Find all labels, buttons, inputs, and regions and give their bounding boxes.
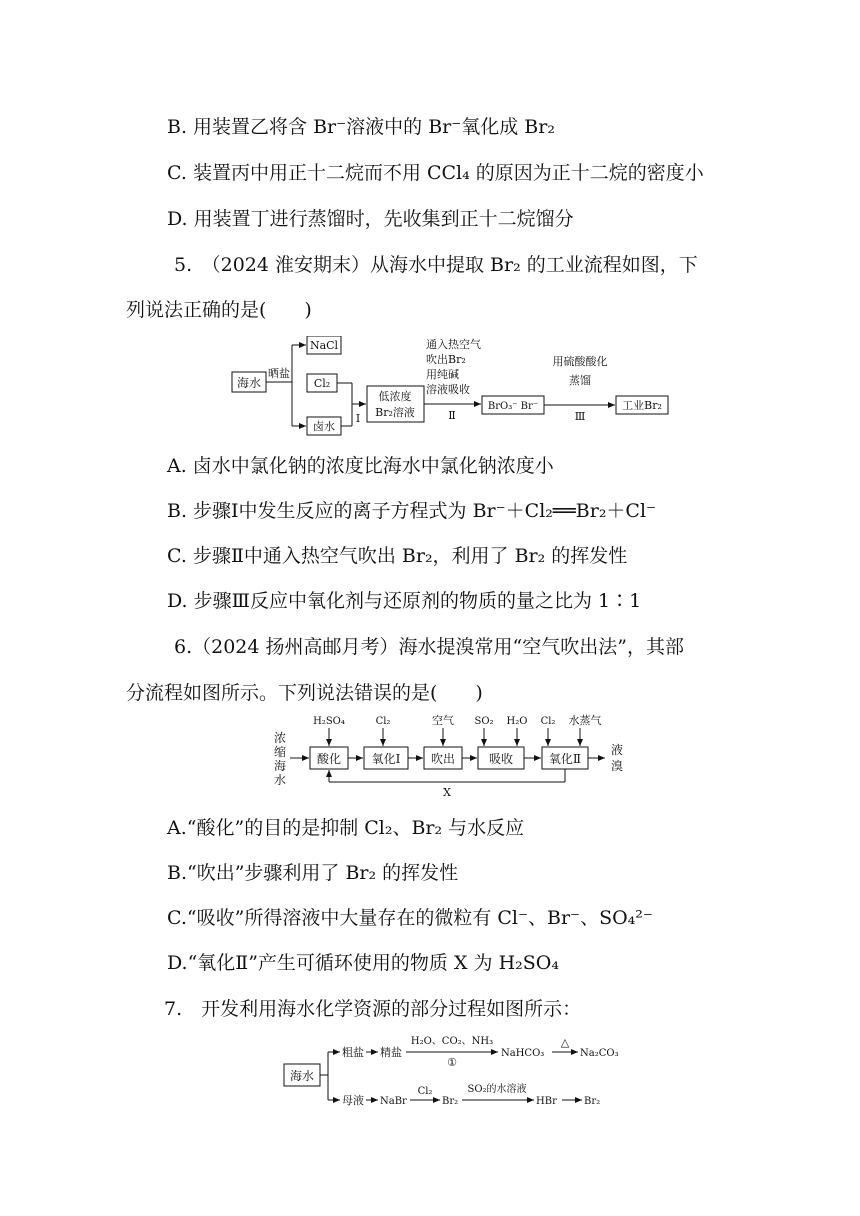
q5-evap-label: 晒盐 (268, 367, 290, 380)
q5-option-a: A. 卤水中氯化钠的浓度比海水中氯化钠浓度小 (167, 455, 554, 477)
q5-option-b: B. 步骤Ⅰ中发生反应的离子方程式为 Br⁻＋Cl₂══Br₂＋Cl⁻ (167, 500, 657, 522)
q4-option-c: C. 装置丙中用正十二烷而不用 CCl₄ 的原因为正十二烷的密度小 (167, 162, 704, 184)
q4-option-d: D. 用装置丁进行蒸馏时，先收集到正十二烷馏分 (167, 208, 574, 230)
q7-hbr: HBr (536, 1096, 557, 1107)
q7-nahco3: NaHCO₃ (501, 1048, 545, 1059)
q6-option-a: A.“酸化”的目的是抑制 Cl₂、Br₂ 与水反应 (167, 817, 525, 839)
q7-refined-salt: 精盐 (380, 1046, 402, 1059)
q5-brine-label: 卤水 (313, 420, 335, 433)
q6-input-char-4: 水 (273, 773, 287, 787)
q5-option-c: C. 步骤Ⅱ中通入热空气吹出 Br₂，利用了 Br₂ 的挥发性 (167, 545, 628, 567)
q6-reagent-h2o: H₂O (506, 716, 528, 727)
q5-low-label-2: Br₂溶液 (375, 406, 415, 419)
q7-br2-b: Br₂ (584, 1096, 601, 1107)
q7-seawater-label: 海水 (289, 1069, 315, 1083)
q6-option-b: B.“吹出”步骤利用了 Br₂ 的挥发性 (167, 862, 459, 884)
q5-step2-cond-1: 通入热空气 (426, 338, 481, 351)
q7-crude-salt: 粗盐 (342, 1046, 364, 1059)
q7-nabr: NaBr (380, 1096, 407, 1107)
q7-step-circle-1: ① (447, 1056, 457, 1069)
q7-na2co3: Na₂CO₃ (580, 1048, 619, 1059)
q6-reagent-air: 空气 (432, 714, 454, 727)
q6-stem-line1: 6.（2024 扬州高邮月考）海水提溴常用“空气吹出法”，其部 (174, 636, 684, 658)
q6-reagent-cl2-b: Cl₂ (540, 716, 556, 727)
q7-so2-solution: SO₂的水溶液 (467, 1084, 527, 1095)
q5-seawater-label: 海水 (236, 376, 262, 390)
q6-reagent-cl2-a: Cl₂ (375, 716, 391, 727)
q6-reagent-h2so4: H₂SO₄ (313, 716, 345, 727)
q5-low-label-1: 低浓度 (378, 390, 412, 403)
q6-option-c: C.“吸收”所得溶液中大量存在的微粒有 Cl⁻、Br⁻、SO₄²⁻ (167, 907, 653, 929)
q4-option-b: B. 用装置乙将含 Br⁻溶液中的 Br⁻氧化成 Br₂ (167, 116, 555, 138)
q6-stem-line2: 分流程如图所示。下列说法错误的是( ) (126, 682, 483, 704)
q6-input-char-2: 缩 (273, 745, 287, 759)
q5-step2-cond-3: 用纯碱 (426, 368, 459, 381)
q6-box-oxidize-1: 氧化Ⅰ (371, 752, 401, 766)
q6-reagent-so2: SO₂ (474, 716, 494, 727)
q5-cl2-label: Cl₂ (313, 377, 331, 390)
q6-option-d: D.“氧化Ⅱ”产生可循环使用的物质 X 为 H₂SO₄ (167, 952, 559, 974)
q5-step2-cond-2: 吹出Br₂ (426, 353, 466, 366)
q6-box-acidify: 酸化 (316, 752, 342, 766)
q6-flow-diagram (272, 710, 642, 802)
q6-output-char-1: 液 (610, 743, 624, 757)
q5-nacl-label: NaCl (309, 339, 339, 352)
q7-stem: 7. 开发利用海水化学资源的部分过程如图所示： (164, 998, 582, 1020)
q5-option-d: D. 步骤Ⅲ反应中氧化剂与还原剂的物质的量之比为 1∶1 (167, 590, 642, 612)
q5-step3-cond-1: 用硫酸酸化 (552, 355, 608, 368)
q6-box-oxidize-2: 氧化Ⅱ (548, 752, 582, 766)
q7-heat-symbol: △ (560, 1036, 570, 1049)
q5-step1-label: Ⅰ (355, 412, 361, 425)
q5-step2-cond-4: 溶液吸收 (426, 383, 470, 396)
q6-recycle-x-label: X (443, 786, 451, 799)
q5-intermediate-label: BrO₃⁻ Br⁻ (487, 401, 539, 412)
q5-step3-label: Ⅲ (574, 410, 586, 423)
q7-mother-liquor: 母液 (342, 1094, 364, 1107)
q6-input-char-1: 浓 (273, 731, 287, 745)
q6-box-absorb: 吸收 (488, 752, 514, 766)
q5-step3-cond-2: 蒸馏 (569, 374, 591, 387)
q5-product-label: 工业Br₂ (622, 399, 662, 412)
q7-cl2: Cl₂ (417, 1086, 433, 1097)
q5-step2-label: Ⅱ (448, 409, 456, 422)
q7-flow-diagram (282, 1030, 622, 1114)
q7-br2-a: Br₂ (442, 1096, 459, 1107)
q5-flow-diagram (230, 336, 670, 440)
q5-stem-line1: 5. （2024 淮安期末）从海水中提取 Br₂ 的工业流程如图，下 (174, 254, 698, 276)
q6-input-char-3: 海 (273, 759, 287, 773)
q6-box-blowout: 吹出 (430, 752, 456, 766)
q7-condition-1: H₂O、CO₂、NH₃ (410, 1036, 494, 1047)
q6-output-char-2: 溴 (610, 759, 624, 773)
q6-reagent-steam: 水蒸气 (568, 714, 602, 727)
q5-stem-line2: 列说法正确的是( ) (126, 299, 312, 321)
